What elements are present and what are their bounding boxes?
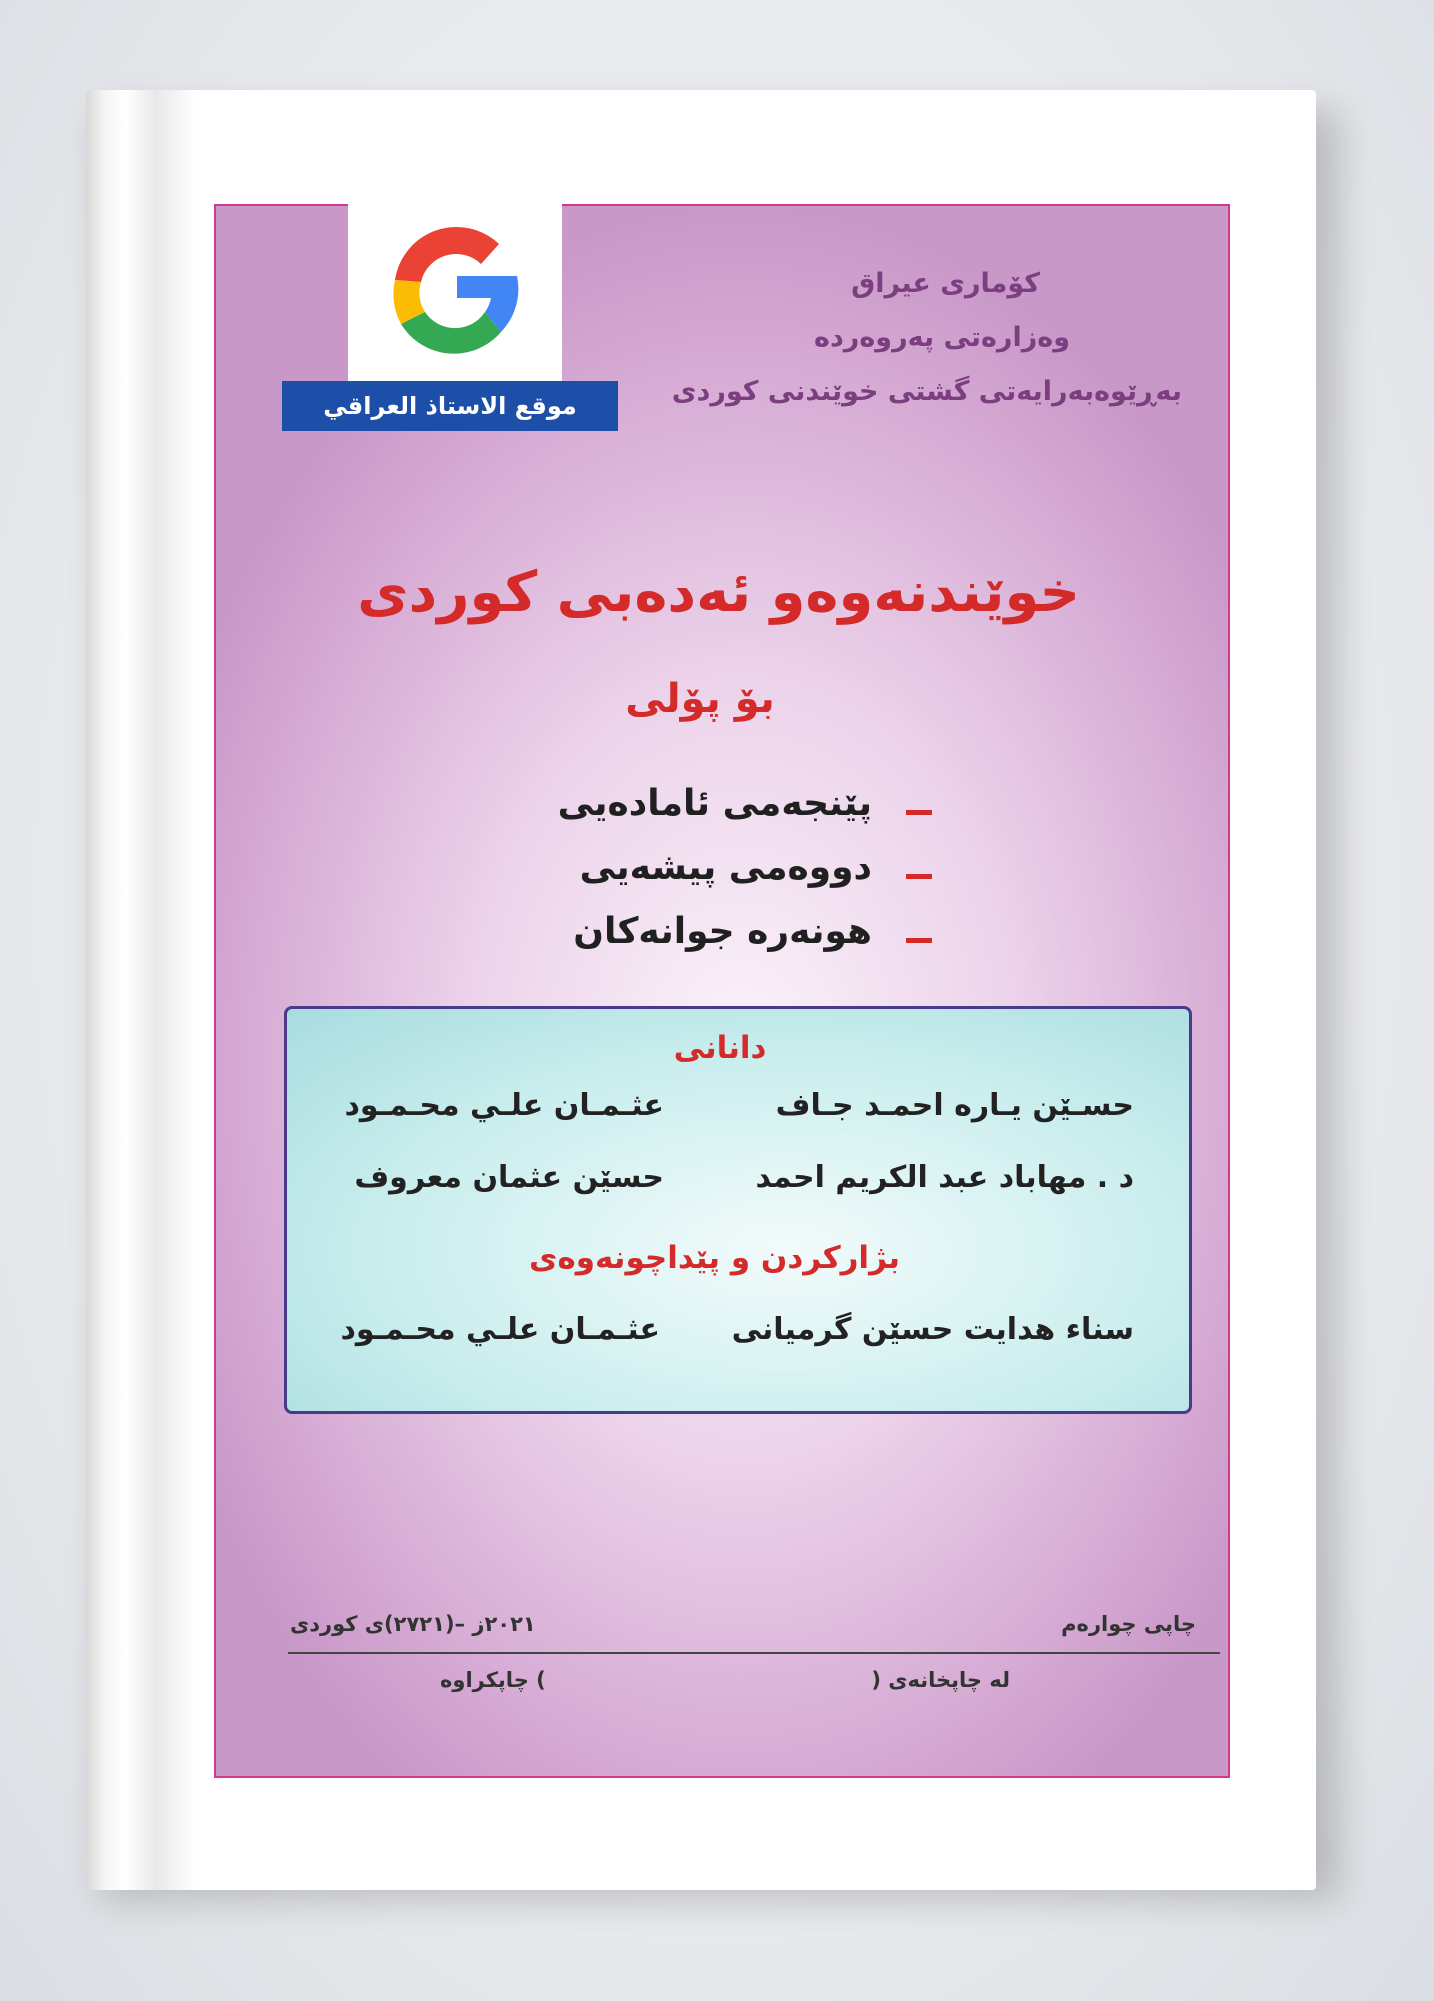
grade-item-3: هونەرە جوانەكان [573, 911, 872, 952]
watermark-label: موقع الاستاذ العراقي [282, 381, 618, 431]
header-republic: كۆماری عیراق [851, 268, 1040, 299]
reviewers-heading: بژاركردن و پێداچونەوەی [529, 1240, 900, 1276]
grade-dash-3 [906, 938, 932, 943]
grade-item-1: پێنجەمی ئامادەیی [557, 783, 872, 824]
google-logo-box [348, 200, 562, 382]
header-directorate: بەڕێوەبەرایەتی گشتی خوێندنی كوردی [671, 376, 1182, 407]
grade-dash-1 [906, 810, 932, 815]
reviewer-name: عثـمـان علـي محـمـود [340, 1312, 660, 1347]
author-name: حسـێن یـارە احمـد جـاف [775, 1088, 1134, 1123]
reviewer-name: سناء هدايت حسێن گرمیانی [731, 1312, 1134, 1347]
authors-box [284, 1006, 1192, 1414]
author-name: عثـمـان علـي محـمـود [344, 1088, 664, 1123]
author-name: حسێن عثمان معروف [354, 1160, 664, 1195]
footer-divider [288, 1652, 1220, 1654]
year-label: ٢٠٢١ز –(٢٧٢١)ی كوردی [290, 1612, 536, 1636]
grade-item-2: دووەمی پیشەیی [579, 847, 872, 888]
book-cover [214, 204, 1230, 1778]
edition-label: چاپی چوارەم [1061, 1612, 1196, 1636]
press-label: لە چاپخانەی ( [871, 1668, 1010, 1692]
google-g-icon [348, 200, 562, 382]
book-subtitle: بۆ پۆلی [625, 676, 775, 722]
grade-dash-2 [906, 874, 932, 879]
authors-heading: دانانی [673, 1030, 767, 1066]
header-ministry: وەزارەتی پەروەردە [814, 322, 1070, 353]
book-title: خوێندنەوەو ئەدەبی کوردی [357, 560, 1080, 625]
printed-label: ) چاپكراوە [440, 1668, 546, 1692]
author-name: د . مهاباد عبد الكريم احمد [755, 1160, 1134, 1195]
